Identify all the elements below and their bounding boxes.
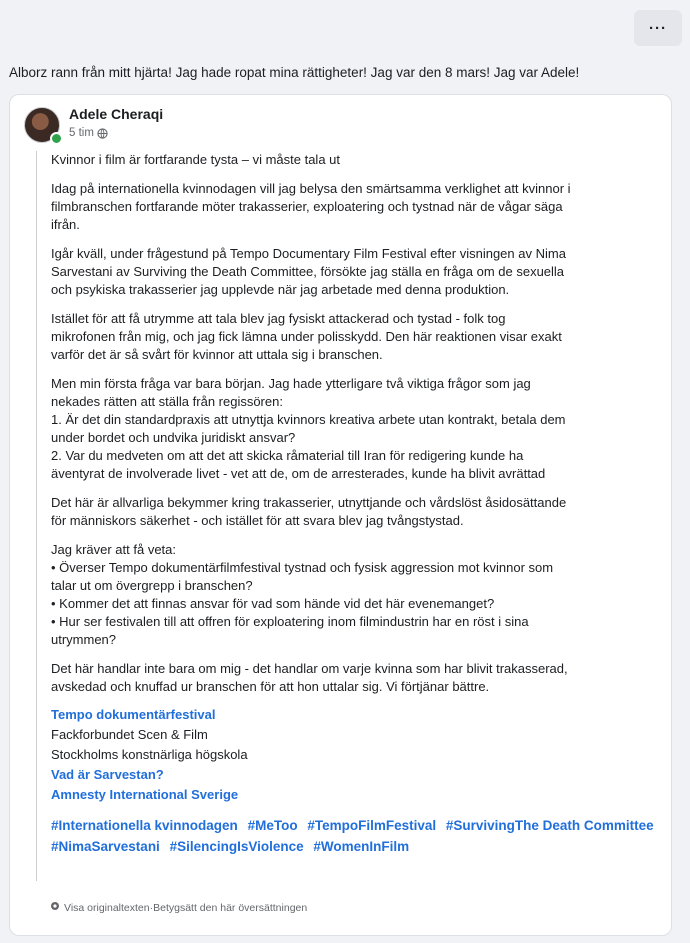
hashtag-link[interactable]: #MeToo (247, 818, 298, 833)
tagged-page-link[interactable]: Tempo dokumentärfestival (51, 707, 216, 722)
translation-links[interactable]: Visa originaltexten·Betygsätt den här översättningen (64, 901, 308, 914)
tagged-page-link[interactable]: Stockholms konstnärliga högskola (51, 747, 248, 762)
text-line: Idag på internationella kvinnodagen vill jag belysa den smärtsamma verklighet att kvinnor i (51, 181, 571, 196)
text-line: utrymmen? (51, 632, 117, 647)
hashtag-link[interactable]: #NimaSarvestani (51, 839, 160, 854)
text-line: filmbranschen fortfarande möter trakasserier, exploatering och tystnad när de vågar säga (51, 199, 563, 214)
text-line: ifrån. (51, 217, 80, 232)
post-paragraph (51, 151, 681, 169)
text-line: Det här är allvarliga bekymmer kring trakasserier, utnyttjande och vårdslöst åsidosättande (51, 495, 567, 510)
more-options-button[interactable]: ··· (634, 10, 682, 46)
text-line: och psykiska trakasserier jag upplevde när jag arbetade med denna produktion. (51, 282, 510, 297)
hashtag-link[interactable]: #Internationella kvinnodagen (51, 818, 238, 833)
text-line: • Hur ser festivalen till att offren för exploatering inom filmindustrin har en röst i sina (51, 614, 529, 629)
text-line: Men min första fråga var bara början. Jag hade ytterligare två viktiga frågor som jag (51, 376, 531, 391)
post-header (24, 105, 424, 149)
hashtag-list (51, 815, 681, 857)
text-line: 2. Var du medveten om att det att skicka råmaterial till Iran för redigering kunde ha (51, 448, 524, 463)
text-line: avskedad och knuffad ur branschen för att hon uttalar sig. Vi förtjänar bättre. (51, 679, 490, 694)
text-line: Jag kräver att få veta: (51, 542, 177, 557)
shared-post-card (9, 94, 672, 936)
tagged-page-link[interactable]: Vad är Sarvestan? (51, 767, 164, 782)
text-line: för människors säkerhet - och istället för att svara blev jag tvångstystad. (51, 513, 464, 528)
tagged-pages-list (51, 705, 681, 805)
hashtag-link[interactable]: #WomenInFilm (313, 839, 410, 854)
text-line: Kvinnor i film är fortfarande tysta – vi måste tala ut (51, 152, 341, 167)
tagged-page-link[interactable]: Amnesty International Sverige (51, 787, 239, 802)
post-paragraph (51, 660, 681, 696)
post-paragraph (51, 541, 681, 649)
text-line: Det här handlar inte bara om mig - det handlar om varje kvinna som har blivit trakasserad, (51, 661, 568, 676)
hashtag-link[interactable]: #TempoFilmFestival (307, 818, 437, 833)
text-line: varför det är så svårt för kvinnor att uttala sig i branschen. (51, 347, 383, 362)
text-line: nekades rätten att ställa från regissören: (51, 394, 283, 409)
post-paragraph (51, 245, 681, 299)
post-paragraph (51, 180, 681, 234)
text-line: Igår kväll, under frågestund på Tempo Documentary Film Festival efter visningen av Nima (51, 246, 566, 261)
text-line: under bordet och undvika juridiskt ansvar? (51, 430, 296, 445)
text-line: talar ut om övergrepp i branschen? (51, 578, 253, 593)
text-line: 1. Är det din standardpraxis att utnyttja kvinnors kreativa arbete utan kontrakt, betala dem (51, 412, 566, 427)
text-line: • Överser Tempo dokumentärfilmfestival tystnad och fysisk aggression mot kvinnor som (51, 560, 554, 575)
text-line: • Kommer det att finnas ansvar för vad som hände vid det här evenemanget? (51, 596, 495, 611)
text-line: äventyrat de involverade livet - vet att de, om de arresterades, kunde ha blivit avrättad (51, 466, 546, 481)
post-paragraphs (51, 151, 681, 696)
text-line: Sarvestani av Surviving the Death Committee, försökte jag ställa en fråga om de sexuella (51, 264, 565, 279)
text-line: mikrofonen från mig, och jag fick lämna under polisskydd. Den här reaktionen visar exakt (51, 329, 562, 344)
author-name[interactable]: Adele Cheraqi (69, 106, 164, 122)
translation-note (50, 901, 307, 914)
text-line: Istället för att få utrymme att tala blev jag fysiskt attackerad och tystad - folk tog (51, 311, 506, 326)
post-paragraph (51, 310, 681, 364)
online-status-icon (50, 132, 63, 145)
hashtag-link[interactable]: #SilencingIsViolence (169, 839, 304, 854)
top-bar (0, 0, 690, 50)
post-meta (69, 127, 108, 139)
post-body (36, 151, 681, 881)
post-paragraph (51, 494, 681, 530)
post-paragraph (51, 375, 681, 483)
tagged-page-link[interactable]: Fackforbundet Scen & Film (51, 727, 208, 742)
hashtag-link[interactable]: #SurvivingThe Death Committee (445, 818, 654, 833)
globe-icon (97, 128, 108, 139)
share-caption: Alborz rann från mitt hjärta! Jag hade ropat mina rättigheter! Jag var den 8 mars! Jag var Adele! (9, 65, 580, 80)
post-time[interactable]: 5 tim (69, 127, 94, 139)
gear-icon (50, 901, 60, 914)
